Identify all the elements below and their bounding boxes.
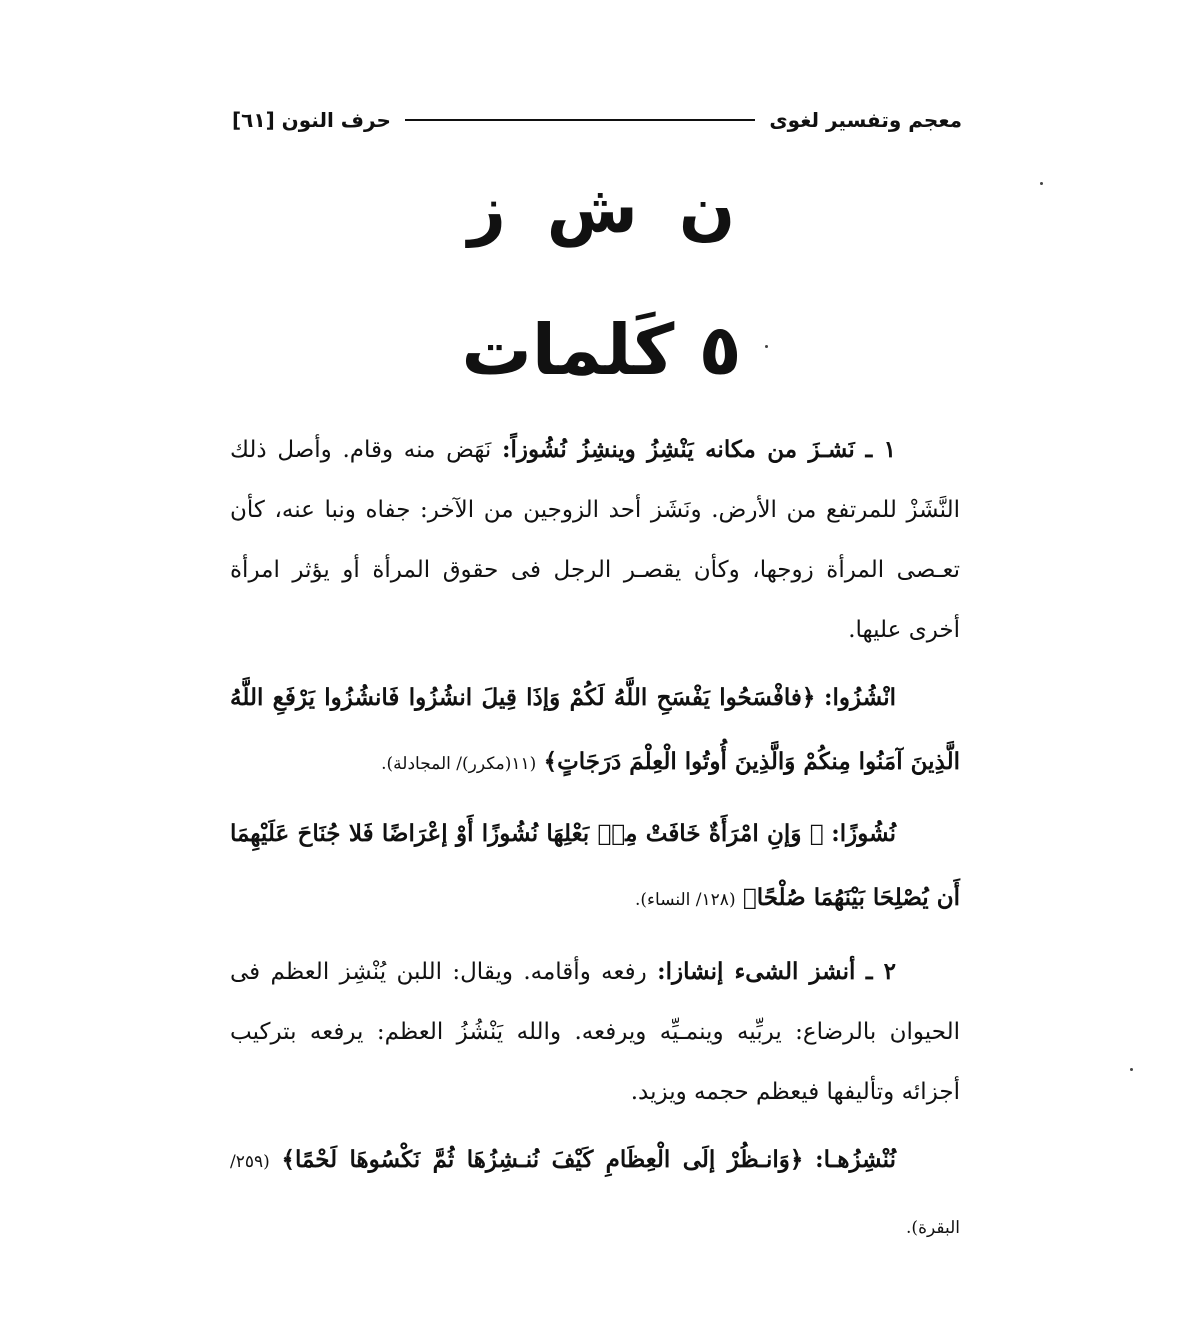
quran-verse: ﴿وَانـظُرْ إلَى الْعِظَامِ كَيْفَ نُنـشِزُهَا ثُمَّ نَكْسُوهَا لَحْمًا﴾ (281, 1146, 804, 1173)
entry-1-headword: نَشـزَ من مكانه يَنْشِزُ وينشِزُ نُشُوزاً: (501, 436, 855, 463)
entry-2-paragraph (230, 942, 960, 1122)
book-title: معجم وتفسير لغوى (769, 108, 962, 132)
verse-reference: (١٢٨/ النساء). (634, 890, 736, 910)
quote-word: انْشُزُوا: (824, 684, 897, 711)
entry-2-number: ٢ ـ (865, 958, 897, 985)
entry-1-text: نَهَض منه وقام. وأصل ذلك النَّشَزْ للمرتفع من الأرض. ونَشَز أحد الزوجين من الآخر: جفاه ونبا عنه، كأن تعـصى المرأة زوجها، وكأن يقصـر الرجل فى حقوق المرأة أو يؤثر امرأة أخرى عليها. (230, 437, 960, 643)
header-rule (405, 119, 755, 121)
quran-verse: ﴿فافْسَحُوا يَفْسَحِ اللَّهُ لَكُمْ وَإذَا قِيلَ انشُزُوا فَانشُزُوا يَرْفَعِ اللَّهُ الَّذِينَ آمَنُوا مِنكُمْ وَالَّذِينَ أُوتُوا الْعِلْمَ دَرَجَاتٍ﴾ (230, 684, 960, 775)
verse-reference: (٢٥٩/ البقرة). (230, 1152, 960, 1238)
running-header (232, 102, 962, 138)
entry-1-paragraph (230, 420, 960, 660)
entry-1-quote-2 (230, 802, 960, 932)
word-count-heading: ٥ كَلمات (461, 309, 742, 391)
root-letters: ن ش ز (467, 171, 736, 248)
entry-2-headword: أنشز الشىء إنشازا: (657, 958, 856, 985)
scan-speck (1130, 1068, 1133, 1071)
spacer (230, 932, 960, 942)
entry-2-text: رفعه وأقامه. ويقال: اللبن يُنْشِز العظم فى الحيوان بالرضاع: يربِّيه وينمـيِّه ويرفعه. والله يَنْشُزُ العظم: يرفعه بتركيب أجزائه وتأليفها فيعظم حجمه ويزيد. (230, 959, 960, 1105)
entry-1-quote-1 (230, 666, 960, 796)
entry-1-number: ١ ـ (865, 436, 896, 463)
scan-speck (1040, 182, 1043, 185)
verse-reference: (١١(مكرر)/ المجادلة). (381, 754, 537, 774)
entry-2-quote-1 (230, 1128, 960, 1260)
section-label: حرف النون [٦١] (232, 108, 391, 132)
quote-word: نُشُوزًا: (831, 820, 896, 847)
quran-verse: ﴿ وَإنِ امْرَأَةٌ خَافَتْ مِنۢ بَعْلِهَا نُشُوزًا أَوْ إعْرَاضًا فَلا جُنَاحَ عَلَيْهِمَا أَن يُصْلِحَا بَيْنَهُمَا صُلْحًا﴾ (230, 820, 960, 911)
scan-speck (765, 345, 768, 348)
quote-word: نُنْشِزُهـا: (815, 1146, 896, 1173)
entries-body (230, 420, 960, 1260)
